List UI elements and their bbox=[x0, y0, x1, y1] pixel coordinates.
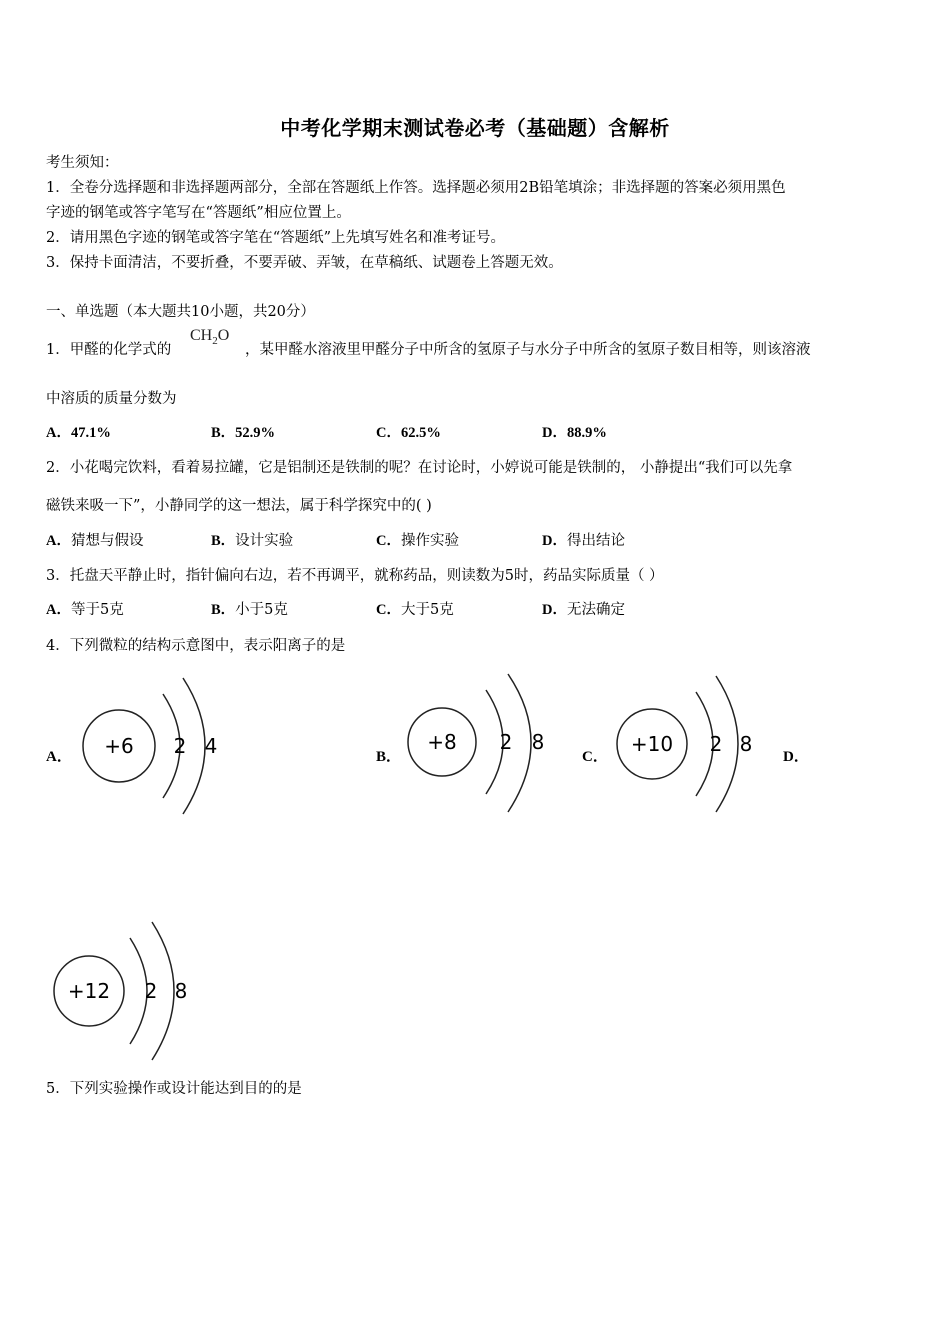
shell-2-electrons: 8 bbox=[531, 730, 545, 754]
atom-diagram-c[interactable] bbox=[610, 672, 770, 822]
question-5-line1: 5．下列实验操作或设计能达到目的的是 bbox=[46, 1081, 302, 1097]
notice-item: 2．请用黑色字迹的钢笔或答字笔在“答题纸”上先填写姓名和准考证号。 bbox=[46, 230, 506, 246]
q2-option-a[interactable]: A．猜想与假设 bbox=[46, 533, 144, 549]
question-1-suffix: ，某甲醛水溶液里甲醛分子中所含的氢原子与水分子中所含的氢原子数目相等，则该溶液 bbox=[245, 342, 811, 358]
question-4-line1: 4．下列微粒的结构示意图中，表示阳离子的是 bbox=[46, 638, 346, 654]
question-1-line2: 中溶质的质量分数为 bbox=[46, 391, 177, 407]
notice-item: 字迹的钢笔或答字笔写在“答题纸”相应位置上。 bbox=[46, 205, 351, 221]
shell-1-electrons: 2 bbox=[709, 732, 723, 756]
nucleus-charge: +10 bbox=[630, 732, 674, 756]
q2-option-d[interactable]: D．得出结论 bbox=[542, 533, 625, 549]
atom-diagram-b[interactable] bbox=[402, 672, 562, 822]
shell-1-electrons: 2 bbox=[499, 730, 513, 754]
shell-2-electrons: 4 bbox=[204, 734, 218, 758]
shell-1-electrons: 2 bbox=[144, 979, 158, 1003]
nucleus-charge: +6 bbox=[104, 734, 134, 758]
shell-1-electrons: 2 bbox=[173, 734, 187, 758]
section-heading: 一、单选题（本大题共10小题，共20分） bbox=[46, 304, 315, 320]
q1-option-c[interactable]: C．62.5% bbox=[376, 425, 441, 441]
question-2-line1: 2．小花喝完饮料，看着易拉罐，它是铝制还是铁制的呢？在讨论时，小婷说可能是铁制的， 小静提出“我们可以先拿 bbox=[46, 460, 793, 476]
q4-option-d-label[interactable]: D． bbox=[783, 749, 809, 765]
nucleus-charge: +12 bbox=[67, 979, 111, 1003]
atom-diagram-d[interactable] bbox=[48, 918, 208, 1068]
q4-option-b-label[interactable]: B． bbox=[376, 749, 402, 765]
q3-option-c[interactable]: C．大于5克 bbox=[376, 602, 454, 618]
notice-item: 1．全卷分选择题和非选择题两部分，全部在答题纸上作答。选择题必须用2B铅笔填涂；非选择题的答案必须用黑色 bbox=[46, 180, 786, 196]
question-1-prefix: 1．甲醛的化学式的 bbox=[46, 342, 172, 358]
atom-diagram-a[interactable] bbox=[75, 672, 235, 822]
q2-option-b[interactable]: B．设计实验 bbox=[211, 533, 294, 549]
shell-2-electrons: 8 bbox=[174, 979, 188, 1003]
formula-ch2o: $CH_2O$ bbox=[190, 327, 230, 348]
q4-option-a-label[interactable]: A． bbox=[46, 749, 72, 765]
q3-option-d[interactable]: D．无法确定 bbox=[542, 602, 625, 618]
q3-option-b[interactable]: B．小于5克 bbox=[211, 602, 288, 618]
notice-item: 3．保持卡面清洁，不要折叠，不要弄破、弄皱，在草稿纸、试题卷上答题无效。 bbox=[46, 255, 563, 271]
question-3-line1: 3．托盘天平静止时，指针偏向右边，若不再调平，就称药品，则读数为5时，药品实际质量（ ） bbox=[46, 568, 664, 584]
q2-option-c[interactable]: C．操作实验 bbox=[376, 533, 459, 549]
shell-2-electrons: 8 bbox=[739, 732, 753, 756]
page-title: 中考化学期末测试卷必考（基础题）含解析 bbox=[280, 116, 670, 140]
q1-option-d[interactable]: D．88.9% bbox=[542, 425, 607, 441]
q4-option-c-label[interactable]: C． bbox=[582, 749, 608, 765]
q1-option-a[interactable]: A．47.1% bbox=[46, 425, 111, 441]
q3-option-a[interactable]: A．等于5克 bbox=[46, 602, 124, 618]
q1-option-b[interactable]: B．52.9% bbox=[211, 425, 276, 441]
notice-heading: 考生须知： bbox=[46, 155, 119, 171]
nucleus-charge: +8 bbox=[427, 730, 457, 754]
question-2-line2: 磁铁来吸一下”，小静同学的这一想法，属于科学探究中的( ) bbox=[46, 498, 432, 514]
